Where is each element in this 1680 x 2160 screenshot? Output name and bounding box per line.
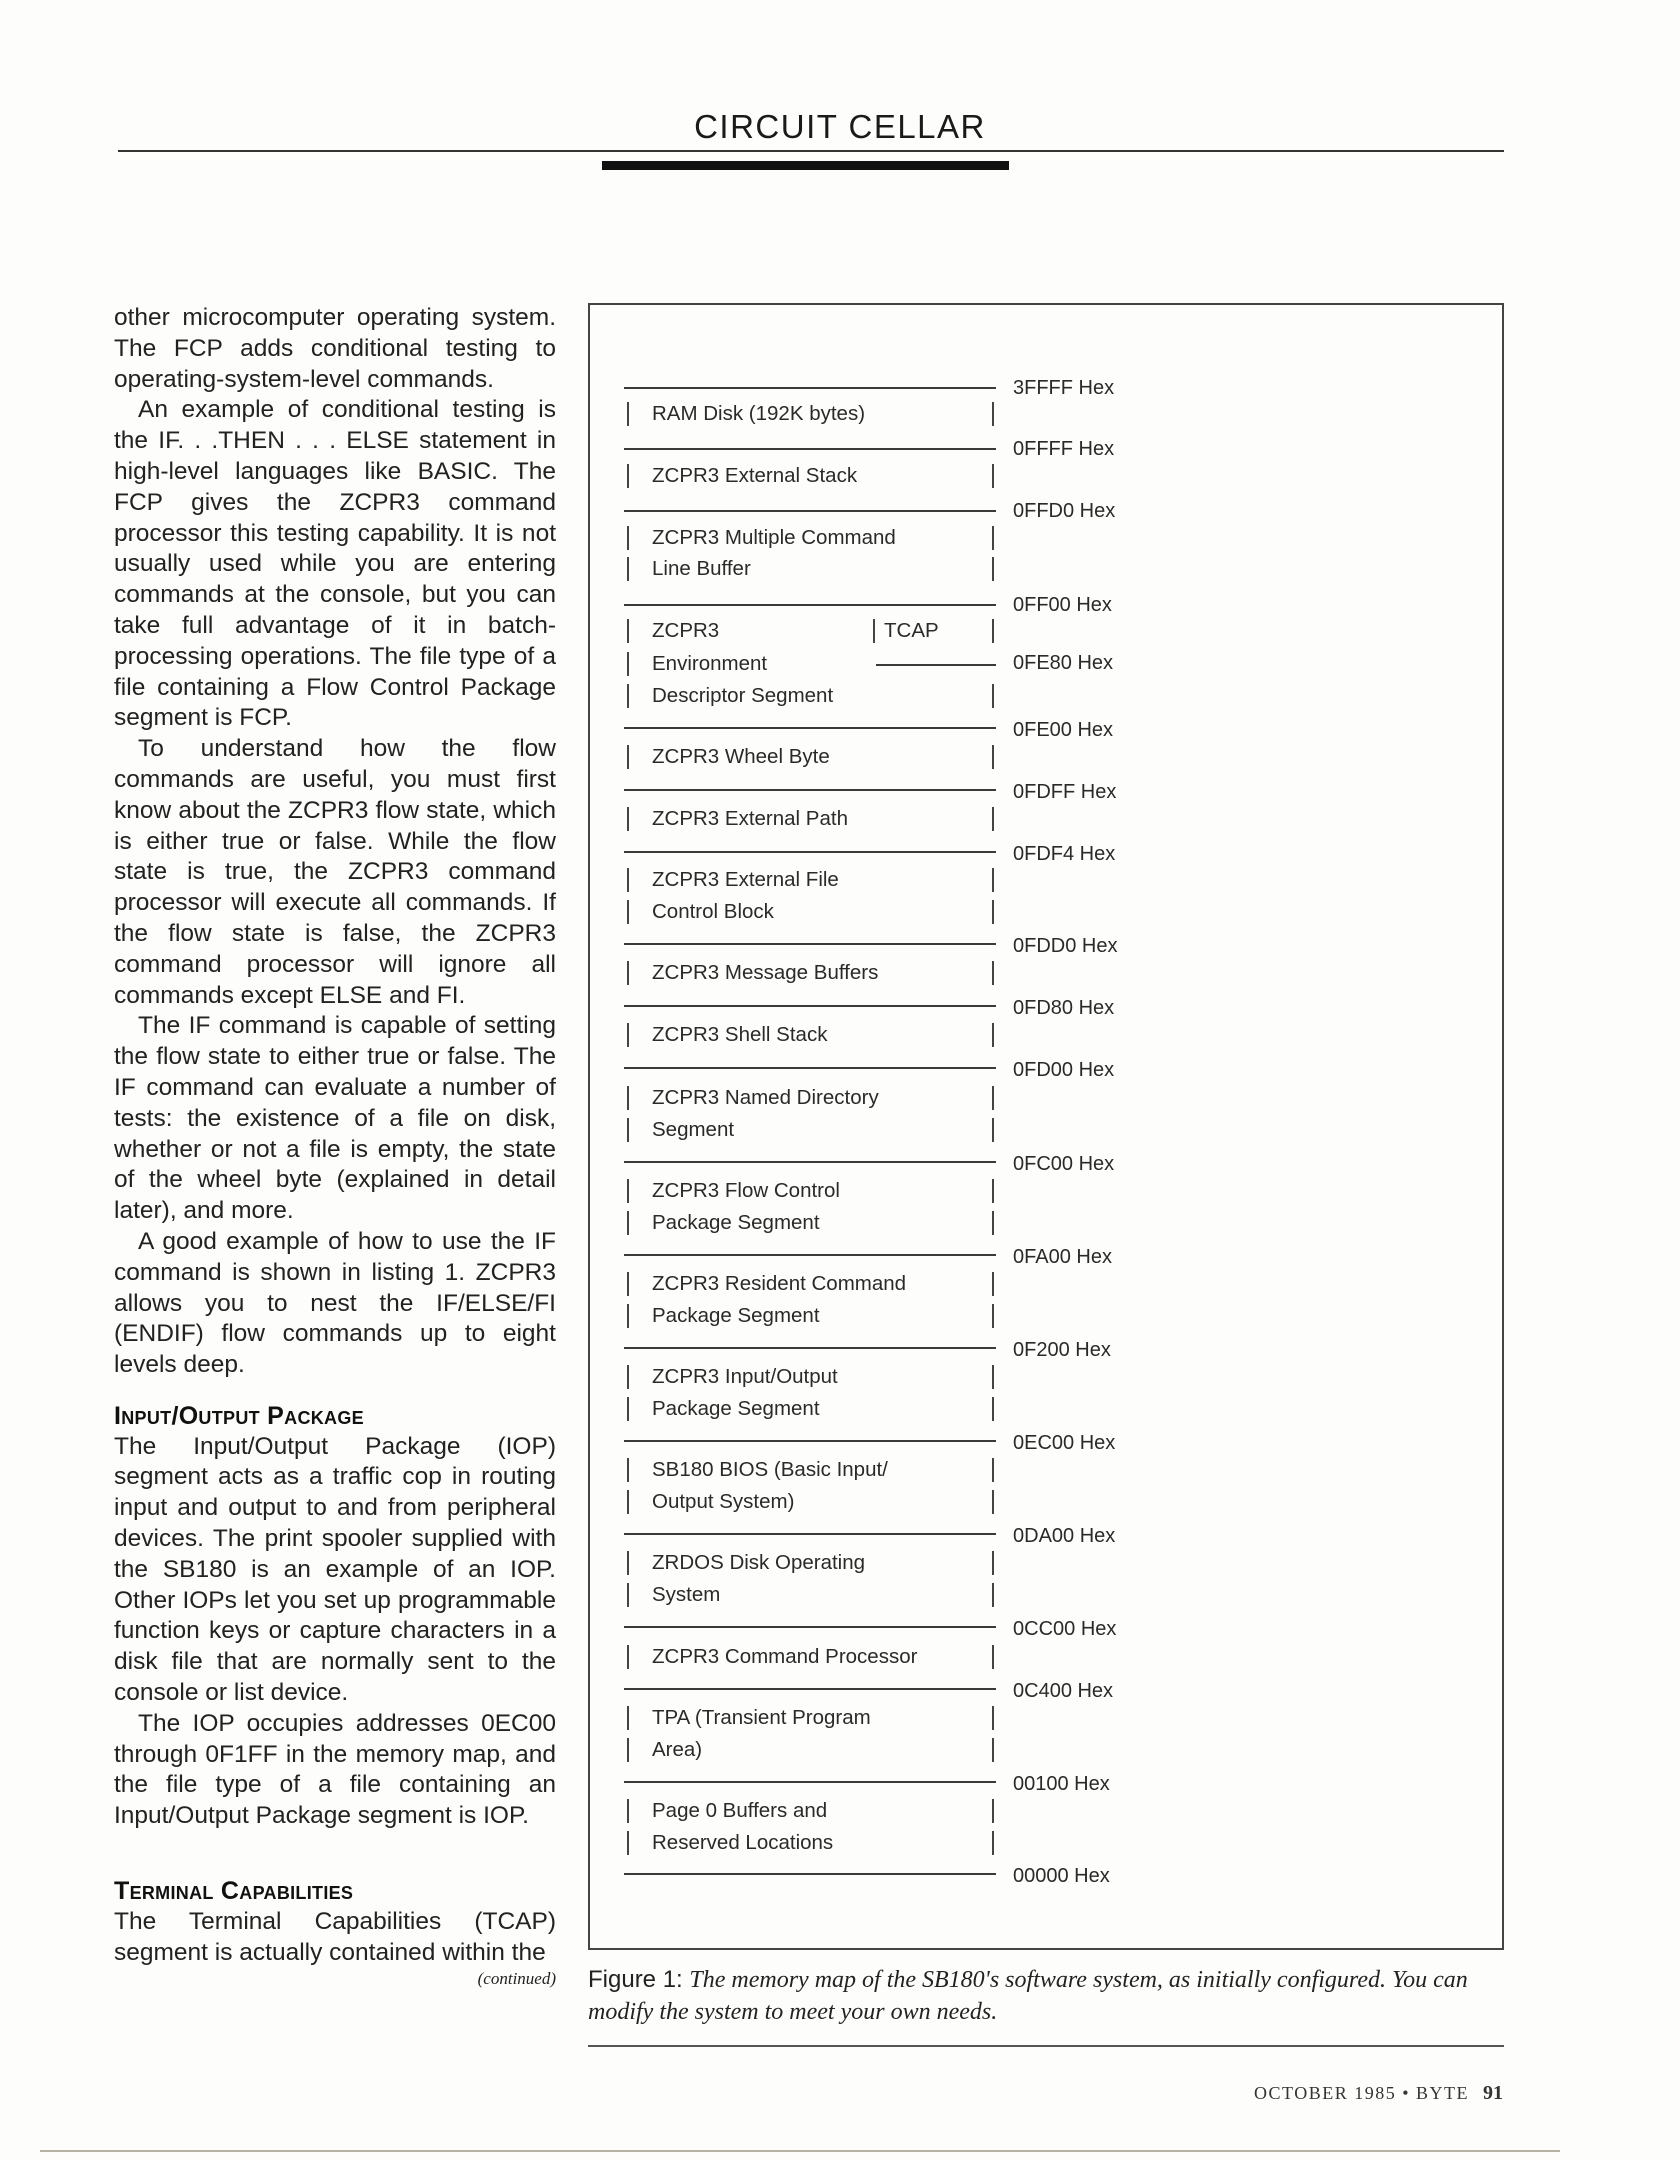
paragraph: The Input/Output Package (IOP) segment acts as a traffic cop in routing input and output to and from peripheral devices. The print spooler supplied with the SB180 is an example of an IOP. Other IOPs let you set up programmable function keys or capture characters in a disk file that are normally sent to the console or list device. [114, 1432, 556, 1707]
segment-label: ZCPR3 External Path [652, 807, 848, 830]
section-heading-iop: Input/Output Package [114, 1401, 364, 1430]
address-label: 0FF00 Hex [1013, 594, 1112, 616]
page-edge [40, 2150, 1560, 2152]
address-label: 0FD00 Hex [1013, 1059, 1115, 1081]
header-rule [118, 150, 1504, 152]
address-label: 0FDF4 Hex [1013, 843, 1116, 865]
paragraph: The Terminal Capabilities (TCAP) segment is actually contained within the [114, 1907, 556, 1966]
segment-label: ZCPR3 Input/Output [652, 1365, 838, 1388]
map-boundary [624, 789, 996, 791]
map-boundary [624, 510, 996, 512]
segment-label: ZCPR3 Multiple Command [652, 526, 896, 549]
address-label: 0FD80 Hex [1013, 997, 1115, 1019]
map-boundary [624, 1626, 996, 1628]
map-boundary [624, 1873, 996, 1875]
segment-label: ZCPR3 External Stack [652, 464, 858, 487]
segment-label: ZCPR3 Wheel Byte [652, 745, 830, 768]
segment-label: ZCPR3 Resident Command [652, 1272, 907, 1295]
address-label: 0CC00 Hex [1013, 1618, 1117, 1640]
segment-label: ZCPR3 Command Processor [652, 1645, 918, 1668]
map-boundary [624, 1161, 996, 1163]
paragraph: A good example of how to use the IF command is shown in listing 1. ZCPR3 allows you to nest the IF/ELSE/FI (ENDIF) flow commands up to eight levels deep. [114, 1227, 556, 1379]
section-title: CIRCUIT CELLAR [694, 108, 986, 145]
paragraph: To understand how the flow commands are useful, you must first know about the ZCPR3 flow state, which is either true or false. While the flow state is true, the ZCPR3 command processor will execute all commands. If the flow state is false, the ZCPR3 command processor will ignore all commands except ELSE and FI. [114, 735, 556, 1009]
segment-label: System [652, 1583, 721, 1606]
paragraph: The IF command is capable of setting the flow state to either true or false. The IF command can evaluate a number of tests: the existence of a file on disk, whether or not a file is empty, the state of the wheel byte (explained in detail later), and more. [114, 1012, 556, 1225]
address-label: 0FE80 Hex [1013, 652, 1114, 674]
map-boundary [624, 727, 996, 729]
segment-label-tcap: TCAP [884, 619, 939, 642]
map-boundary [624, 1254, 996, 1256]
header-bar [602, 161, 1009, 170]
continued-note: (continued) [477, 1969, 556, 1989]
map-boundary [624, 1688, 996, 1690]
address-label: 0FFFF Hex [1013, 438, 1115, 460]
segment-label: RAM Disk (192K bytes) [652, 402, 866, 425]
segment-label: Environment [652, 652, 768, 675]
segment-label: ZRDOS Disk Operating [652, 1551, 866, 1574]
page-number: 91 [1483, 2082, 1503, 2104]
segment-label: ZCPR3 [652, 619, 720, 642]
segment-label: Page 0 Buffers and [652, 1799, 828, 1822]
section-heading-tcap: Terminal Capabilities [114, 1877, 354, 1906]
figure-caption-text: The memory map of the SB180's software system, as initially configured. You can modify the system to meet your own needs. [588, 1967, 1468, 2025]
address-label: 0FA00 Hex [1013, 1246, 1112, 1268]
map-boundary [624, 1533, 996, 1535]
map-boundary [624, 1347, 996, 1349]
body-column [114, 303, 556, 1990]
address-label: 0DA00 Hex [1013, 1525, 1116, 1547]
segment-label: ZCPR3 Named Directory [652, 1086, 879, 1109]
map-boundary [624, 1440, 996, 1442]
segment-label: Segment [652, 1118, 735, 1141]
paragraph: An example of conditional testing is the IF. . .THEN . . . ELSE statement in high-level languages like BASIC. The FCP gives the ZCPR3 command processor this testing capability. It is not usually used while you are entering commands at the console, but you can take full advantage of it in batch-processing operations. The file type of a file containing a Flow Control Package segment is FCP. [114, 396, 556, 732]
segment-label: ZCPR3 Shell Stack [652, 1023, 828, 1046]
address-label: 00000 Hex [1013, 1865, 1110, 1887]
address-label: 0FFD0 Hex [1013, 500, 1116, 522]
map-boundary [624, 387, 996, 389]
segment-label: Package Segment [652, 1211, 820, 1234]
page-footer [1180, 2082, 1503, 2105]
segment-label: ZCPR3 Flow Control [652, 1179, 840, 1202]
address-label: 0C400 Hex [1013, 1680, 1114, 1702]
segment-label: ZCPR3 External File [652, 868, 839, 891]
address-label: 0FDD0 Hex [1013, 935, 1118, 957]
address-label: 0F200 Hex [1013, 1339, 1111, 1361]
address-label: 00100 Hex [1013, 1773, 1110, 1795]
caption-rule [588, 2045, 1504, 2047]
segment-label: Line Buffer [652, 557, 751, 580]
address-label: 0FE00 Hex [1013, 719, 1114, 741]
map-boundary [624, 1781, 996, 1783]
figure-label: Figure 1: [588, 1966, 683, 1993]
map-boundary [624, 943, 996, 945]
map-boundary [624, 851, 996, 853]
segment-label: ZCPR3 Message Buffers [652, 961, 879, 984]
segment-label: SB180 BIOS (Basic Input/ [652, 1458, 888, 1481]
address-label: 0FC00 Hex [1013, 1153, 1115, 1175]
segment-label: Reserved Locations [652, 1831, 834, 1854]
map-boundary [624, 1005, 996, 1007]
address-label: 0FDFF Hex [1013, 781, 1117, 803]
map-boundary [624, 1067, 996, 1069]
map-boundary [624, 448, 996, 450]
address-label: 0EC00 Hex [1013, 1432, 1116, 1454]
segment-label: Control Block [652, 900, 774, 923]
paragraph: other microcomputer operating system. The FCP adds conditional testing to operating-system-level commands. [114, 304, 556, 393]
segment-label: Descriptor Segment [652, 684, 834, 707]
segment-label: TPA (Transient Program [652, 1706, 871, 1729]
issue-line: OCTOBER 1985 • BYTE [1254, 2083, 1469, 2103]
paragraph: The IOP occupies addresses 0EC00 through 0F1FF in the memory map, and the file type of a file containing an Input/Output Package segment is IOP. [114, 1709, 556, 1830]
map-boundary-tcap [876, 664, 996, 666]
segment-label: Package Segment [652, 1397, 820, 1420]
map-boundary [624, 604, 996, 606]
segment-label: Area) [652, 1738, 703, 1761]
segment-label: Package Segment [652, 1304, 820, 1327]
figure-caption [588, 1964, 1504, 2028]
segment-label: Output System) [652, 1490, 795, 1513]
address-label: 3FFFF Hex [1013, 377, 1115, 399]
